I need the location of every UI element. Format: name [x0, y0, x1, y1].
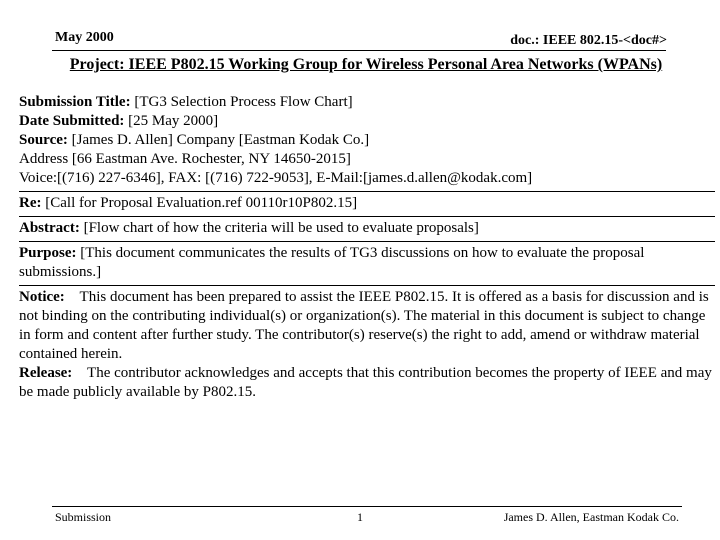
- footer-author: James D. Allen, Eastman Kodak Co.: [503, 510, 679, 524]
- header-date: May 2000: [55, 30, 114, 45]
- notice-value: This document has been prepared to assist the IEEE P802.15. It is offered as a basis for discussion and is not binding on the contributing individual(s) or organization(s). The material in this document is subject to change in form and content after further study. The contributor(s) reserve(s) the right to add, amend or withdraw material contained herein.: [19, 289, 709, 362]
- submission-block: [19, 93, 715, 191]
- date-submitted-label: Date Submitted:: [19, 113, 125, 129]
- release-paragraph: [19, 364, 715, 402]
- source-line: [19, 131, 715, 150]
- release-label: Release:: [19, 365, 73, 381]
- notice-release-block: [19, 286, 715, 405]
- notice-label: Notice:: [19, 289, 65, 305]
- footer-label: Submission: [55, 510, 112, 524]
- date-submitted-line: [19, 112, 715, 131]
- source-label: Source:: [19, 132, 68, 148]
- re-label: Re:: [19, 195, 42, 211]
- cover-sheet: [19, 93, 715, 405]
- purpose-block: [19, 242, 715, 285]
- submission-title-value: [TG3 Selection Process Flow Chart]: [134, 94, 353, 110]
- source-value: [James D. Allen] Company [Eastman Kodak Co.]: [71, 132, 370, 148]
- release-value: The contributor acknowledges and accepts that this contribution becomes the property of IEEE and may be made publicly available by P802.15.: [19, 365, 712, 400]
- re-block: [19, 192, 715, 216]
- footer-divider: [52, 506, 682, 507]
- abstract-block: [19, 217, 715, 241]
- purpose-value: [This document communicates the results of TG3 discussions on how to evaluate the proposal submissions.]: [19, 245, 645, 280]
- contact-line: Voice:[(716) 227-6346], FAX: [(716) 722-9053], E-Mail:[james.d.allen@kodak.com]: [19, 170, 533, 186]
- page-number: 1: [357, 510, 363, 524]
- submission-title-label: Submission Title:: [19, 94, 131, 110]
- date-submitted-value: [25 May 2000]: [128, 113, 219, 129]
- purpose-label: Purpose:: [19, 245, 77, 261]
- abstract-label: Abstract:: [19, 220, 80, 236]
- address-line: Address [66 Eastman Ave. Rochester, NY 14650-2015]: [19, 151, 351, 167]
- abstract-value: [Flow chart of how the criteria will be used to evaluate proposals]: [83, 220, 479, 236]
- notice-paragraph: [19, 288, 715, 364]
- header-divider: [52, 50, 666, 51]
- header-doc-id: doc.: IEEE 802.15-<doc#>: [510, 33, 667, 48]
- re-value: [Call for Proposal Evaluation.ref 00110r10P802.15]: [45, 195, 358, 211]
- submission-title-line: [19, 93, 715, 112]
- project-title: Project: IEEE P802.15 Working Group for Wireless Personal Area Networks (WPANs): [69, 56, 663, 73]
